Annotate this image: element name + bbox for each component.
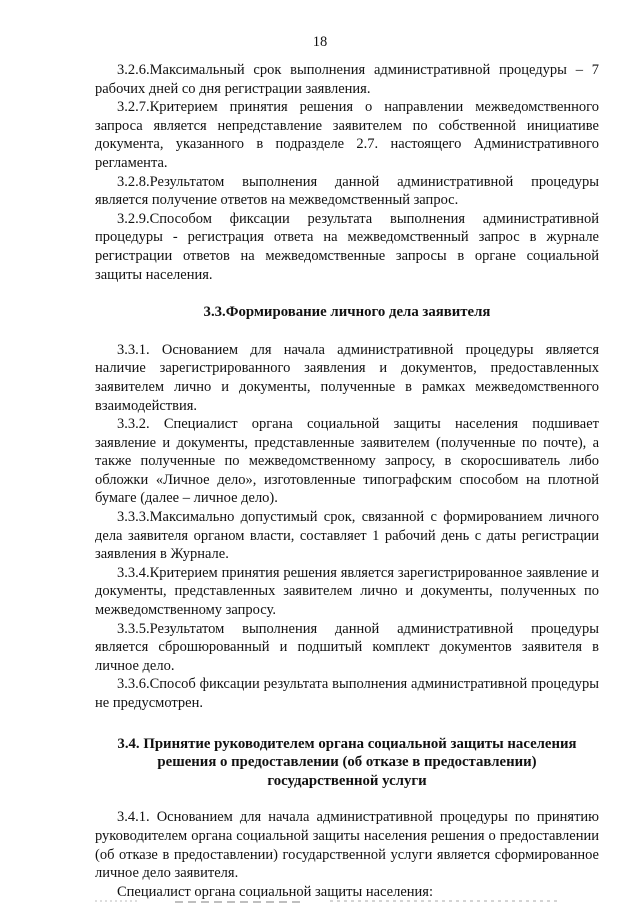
section-heading-3-3: 3.3.Формирование личного дела заявителя <box>203 304 491 321</box>
paragraph-3-3-1: 3.3.1. Основанием для начала административной процедуры является наличие зарегистрированного заявления и документов, предоставленных заявителем лично и документы, полученные в рамках межведомственного взаимодействия. <box>95 341 599 414</box>
paragraph-3-3-4: 3.3.4.Критерием принятия решения является зарегистрированное заявление и документы, представленных заявителем лично и документы, полученных по межведомственному запросу. <box>95 564 599 619</box>
section-heading-3-4-line3: государственной услуги <box>267 772 427 789</box>
document-body <box>95 61 599 901</box>
paragraph-3-2-9: 3.2.9.Способом фиксации результата выполнения административной процедуры - регистрация ответа на межведомственный запрос в журнале регистрации ответов на межведомственные запросы в органе социальной защиты населения. <box>95 210 599 283</box>
paragraph-3-3-5: 3.3.5.Результатом выполнения данной административной процедуры является сброшюрованный и подшитый комплект документов заявителя в личное дело. <box>95 620 599 674</box>
paragraph-specialist: Специалист органа социальной защиты населения: <box>117 883 433 900</box>
paragraph-3-3-6: 3.3.6.Способ фиксации результата выполнения административной процедуры не предусмотрен. <box>95 676 599 711</box>
section-heading-3-4-line2: решения о предоставлении (об отказе в предоставлении) <box>157 754 537 771</box>
paragraph-3-3-2: 3.3.2. Специалист органа социальной защиты населения подшивает заявление и документы, представленные заявителем (полученные по почте), а также полученные по межведомственному запросу, в скоросшиватель либо обложки «Личное дело», изготовленные типографским способом на плотной бумаге (далее – личное дело). <box>95 416 599 507</box>
section-heading-3-4 <box>95 735 599 791</box>
page-number: 18 <box>312 34 328 50</box>
paragraph-3-2-6: 3.2.6.Максимальный срок выполнения административной процедуры – 7 рабочих дней со дня регистрации заявления. <box>95 62 599 97</box>
paragraph-3-2-7: 3.2.7.Критерием принятия решения о направлении межведомственного запроса является непредставление заявителем по собственной инициативе документа, указанного в подразделе 2.7. настоящего Административного регламента. <box>95 99 599 171</box>
paragraph-3-3-3: 3.3.3.Максимально допустимый срок, связанной с формированием личного дела заявителя органом власти, составляет 1 рабочий день с даты регистрации заявления в Журнале. <box>95 509 599 563</box>
section-heading-3-4-line1: 3.4. Принятие руководителем органа социальной защиты населения <box>117 735 577 752</box>
paragraph-3-2-8: 3.2.8.Результатом выполнения данной административной процедуры является получение ответов на межведомственный запрос. <box>95 173 599 209</box>
paragraph-3-4-1: 3.4.1. Основанием для начала административной процедуры по принятию руководителем органа социальной защиты населения решения о предоставлении (об отказе в предоставлении) государственной услуги является сформированное личное дело заявителя. <box>95 809 599 882</box>
scan-artifact-marks <box>0 896 640 905</box>
